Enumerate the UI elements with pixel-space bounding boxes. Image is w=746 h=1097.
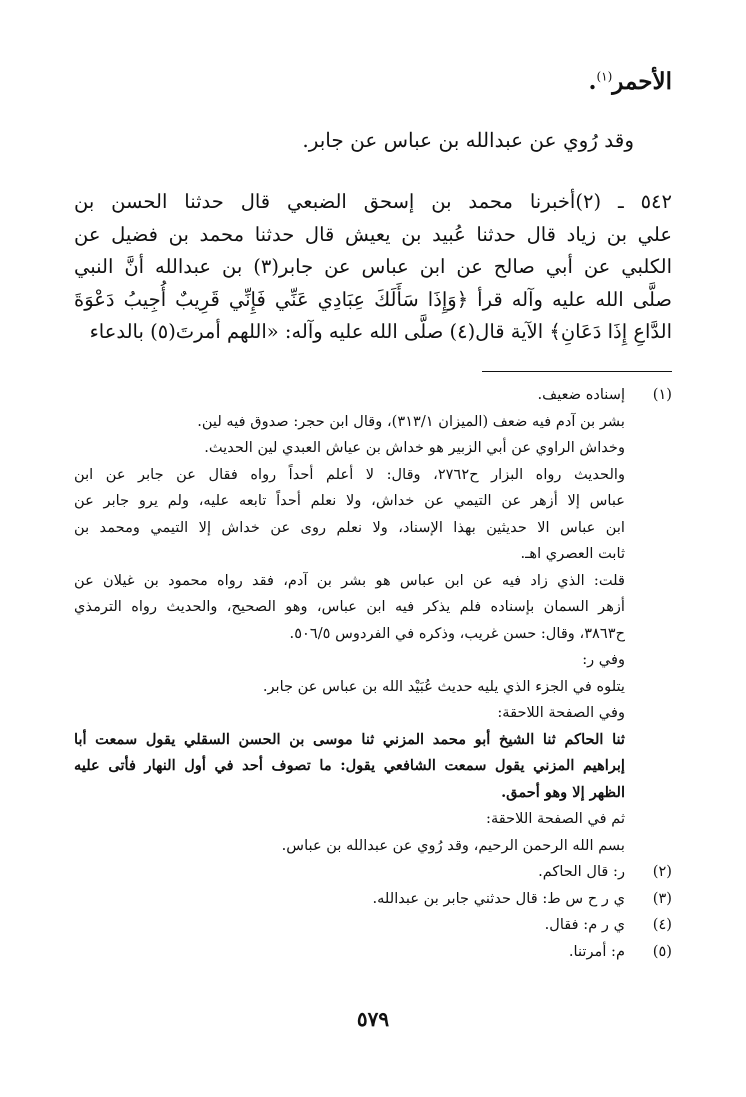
footnote-body: ر: قال الحاكم. bbox=[538, 863, 625, 880]
footnote-line: عباس إلا أزهر عن التيمي عن خداش، ولا نعلم أحداً تابعه عليه، ولم يرو جابر عن bbox=[74, 492, 625, 509]
heading-text: الأحمر bbox=[612, 68, 672, 95]
footnote-body bbox=[74, 382, 625, 859]
footnote-number: (١) bbox=[652, 386, 672, 403]
heading-fragment bbox=[588, 68, 672, 95]
footnote-line: ثم في الصفحة اللاحقة: bbox=[486, 810, 625, 827]
footnote-line: وفي ر: bbox=[582, 651, 625, 668]
footnote-1 bbox=[74, 382, 672, 859]
footnote-ref-1: (١) bbox=[596, 69, 613, 84]
footnote-line: ح٣٨٦٣، وقال: حسن غريب، وذكره في الفردوس ٥٠٦/٥. bbox=[289, 624, 625, 642]
footnote-separator bbox=[482, 371, 672, 372]
footnote-3 bbox=[74, 886, 672, 913]
footnote-line: وفي الصفحة اللاحقة: bbox=[497, 704, 625, 721]
footnote-line: يتلوه في الجزء الذي يليه حديث عُبَيْد الله بن عباس عن جابر. bbox=[262, 677, 625, 695]
hadith-542 bbox=[74, 186, 672, 349]
hadith-line: علي بن زياد قال حدثنا عُبيد بن يعيش قال حدثنا محمد بن فضيل عن bbox=[74, 222, 672, 246]
hadith-line-quran: الدَّاعِ إِذَا دَعَانِ﴾ الآية قال(٤) صلَّى الله عليه وآله: «اللهم أمرتَ(٥) بالدعاء bbox=[89, 320, 672, 344]
footnote-line: ثابت العصري اهـ. bbox=[520, 545, 625, 562]
footnote-line: إسناده ضعيف. bbox=[537, 386, 625, 403]
footnote-line: وخداش الراوي عن أبي الزبير هو خداش بن عياش العبدي لين الحديث. bbox=[204, 439, 625, 456]
footnote-2 bbox=[74, 859, 672, 886]
footnote-body: ي ر م: فقال. bbox=[544, 916, 625, 933]
footnote-number: (٤) bbox=[652, 916, 672, 933]
footnote-line: أزهر السمان بإسناده فلم يذكر فيه ابن عباس، وهو الصحيح، والحديث رواه الترمذي bbox=[74, 598, 625, 615]
intro-line: وقد رُوي عن عبدالله بن عباس عن جابر. bbox=[302, 128, 634, 152]
footnote-body: ي ر ح س ط: قال حدثني جابر بن عبدالله. bbox=[372, 889, 625, 907]
footnote-5 bbox=[74, 939, 672, 966]
hadith-line: ٥٤٢ ـ (٢)أخبرنا محمد بن إسحق الضبعي قال حدثنا الحسن بن bbox=[74, 190, 672, 213]
footnote-line: إبراهيم المزني يقول سمعت الشافعي يقول: ما تصوف أحد في أول النهار فأتى عليه bbox=[74, 757, 625, 774]
hadith-line-quran: صلَّى الله عليه وآله قرأ ﴿وَإِذَا سَأَلَكَ عِبَادِي عَنِّي فَإِنِّي قَرِيبٌ أُجِيبُ دَعْوَةَ bbox=[74, 287, 672, 311]
footnote-number: (٣) bbox=[652, 889, 672, 907]
footnotes bbox=[74, 382, 672, 965]
footnote-number: (٢) bbox=[652, 863, 672, 880]
footnote-line: ابن عباس الا حديثين بهذا الإسناد، ولا نعلم روى عن خداش إلا التيمي ومحمد بن bbox=[74, 518, 625, 536]
footnote-line: بسم الله الرحمن الرحيم، وقد رُوي عن عبدالله بن عباس. bbox=[281, 836, 625, 854]
footnote-line: والحديث رواه البزار ح٢٧٦٢، وقال: لا أعلم أحداً رواه فقال عن جابر عن ابن bbox=[74, 465, 626, 483]
footnote-line: ثنا الحاكم ثنا الشيخ أبو محمد المزني ثنا موسى بن الحسن السقلي يقول سمعت أبا bbox=[74, 730, 625, 748]
heading-end: . bbox=[588, 68, 597, 95]
footnote-body: م: أمرتنا. bbox=[568, 942, 625, 960]
footnote-line: بشر بن آدم فيه ضعف (الميزان ٣١٣/١)، وقال ابن حجر: صدوق فيه لين. bbox=[197, 412, 625, 430]
footnote-4 bbox=[74, 912, 672, 939]
footnote-number: (٥) bbox=[652, 942, 672, 960]
footnote-line: الظهر إلا وهو أحمق. bbox=[501, 783, 625, 801]
hadith-line: الكلبي عن أبي صالح عن ابن عباس عن جابر(٣) بن عبدالله أنَّ النبي bbox=[74, 255, 672, 279]
page-number: ٥٧٩ bbox=[356, 1007, 390, 1031]
footnote-line: قلت: الذي زاد فيه عن ابن عباس هو بشر بن آدم، فقد رواه محمود بن غيلان عن bbox=[74, 571, 625, 589]
